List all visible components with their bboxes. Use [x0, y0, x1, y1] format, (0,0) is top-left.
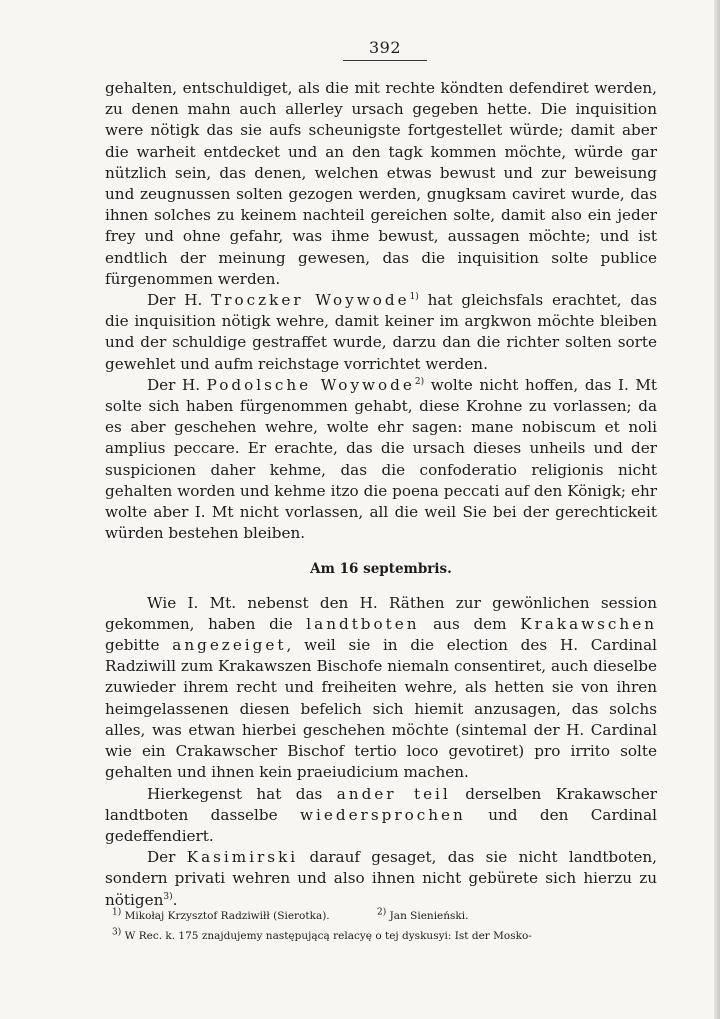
spaced-landtboten: landtboten — [306, 614, 420, 633]
footnote-2-wrap — [377, 906, 468, 926]
spaced-ander-teil: ander teil — [336, 784, 451, 803]
footnote-1-mark: 1) — [112, 907, 122, 918]
p6-prefix: Der — [147, 848, 187, 867]
paragraph-1: gehalten, entschuldiget, als die mit rechte köndten defendiret werden, zu denen mahn auch allerley ursach gegeben hette. Die inquisition were nötigk das sie aufs scheunigste fortgestellet würde; damit aber die warheit entdecket und an den tagk kommen möchte, würde gar nützlich sein, das denen, welchen etwas bewust und zur beweisung und zeugnussen solten gezogen werden, gnugksam caviret wurde, das ihnen solches zu keinem nachteil gereichen solte, damit also ein jeder frey und ohne gefahr, was ihme bewust, aussagen möchte; und ist endtlich der meinung gewesen, das die inquisition solte publice fürgenommen werden. — [105, 79, 657, 288]
footnote-3-mark: 3) — [112, 927, 122, 938]
p4-text-1: Wie I. Mt. nebenst den H. Räthen zur gewönlichen session gekommen, haben die — [105, 593, 657, 633]
footnote-line-2 — [112, 926, 657, 946]
footnote-2-mark: 2) — [377, 907, 387, 918]
footnote-3: W Rec. k. 175 znajdujemy następującą relacyę o tej dyskusyi: Ist der Mosko- — [124, 930, 532, 942]
footnote-ref-3: 3) — [163, 891, 173, 902]
spaced-wiedersprochen: wiedersprochen — [300, 805, 466, 824]
p6-text: darauf gesaget, das sie nicht landtboten, sondern privati wehren und also ihnen nicht gebürete sich hierzu zu nötigen — [105, 848, 657, 909]
page-edge-shadow — [714, 0, 720, 1019]
spaced-name-troczker: Troczker Woywode — [211, 291, 410, 310]
paragraph-5 — [105, 784, 657, 848]
p5-text-3: und den Cardinal gedeffendiert. — [105, 805, 657, 845]
page-number: 392 — [368, 38, 402, 57]
footnote-ref-2: 2) — [414, 376, 425, 387]
main-text — [105, 78, 657, 911]
p4-text-2: aus dem — [419, 614, 521, 633]
paragraph-3 — [105, 375, 657, 545]
spaced-name-podolsche: Podolsche Woywode — [206, 375, 415, 394]
p2-prefix: Der H. — [147, 291, 212, 310]
page-number-rule — [343, 60, 427, 61]
paragraph-2 — [105, 290, 657, 375]
paragraph-4 — [105, 593, 657, 784]
p5-text-1: Hierkegenst hat das — [147, 784, 337, 803]
p4-text-4: , weil sie in die election des H. Cardinal Radziwill zum Krakawszen Bischofe niemaln consentiret, auch dieselbe zuwieder ihrem recht und freiheiten wehre, als hetten sie von ihren heimgelassenen diesen befelich sich hiemit anzusagen, das solchs alles, was etwan hierbei geschehen möchte (sintemal der H. Cardinal wie ein Crakawscher Bischof tertio loco gevotiret) pro irrito solte gehalten und ihnen kein praeiudicium machen. — [105, 636, 658, 782]
footnote-1: Mikołaj Krzysztof Radziwiłł (Sierotka). — [124, 910, 330, 922]
p6-end: . — [172, 890, 178, 909]
footnote-2: Jan Sienieński. — [389, 910, 469, 922]
p4-text-3: gebitte — [105, 636, 173, 655]
p3-text: wolte nicht hoffen, das I. Mt solte sich haben fürgenommen gehabt, diese Krohne zu vorlassen; da es aber geschehen wehre, wolte ehr sagen: mane nobiscum et noli amplius peccare. Er erachte, das die ursach dieses unheils und der suspicionen daher kehme, das die confoderatio religionis nicht gehalten worden und kehme itzo die poena peccati auf den Königk; ehr wolte aber I. Mt nicht vorlassen, all die weil Sie bei der gerechtickeit würden bestehen bleiben. — [105, 375, 657, 543]
section-heading: Am 16 septembris. — [310, 561, 452, 578]
footnote-line-1 — [112, 906, 657, 926]
spaced-angezeiget: angezeiget — [172, 636, 287, 655]
p3-prefix: Der H. — [147, 375, 207, 394]
spaced-kasimirski: Kasimirski — [186, 848, 299, 867]
footnote-ref-1: 1) — [409, 291, 419, 302]
p5-text-2: derselben Krakawscher landtboten dasselbe — [105, 784, 657, 824]
spaced-krakawschen: Krakawschen — [520, 614, 657, 633]
footnotes — [112, 906, 657, 946]
paragraph-6 — [105, 847, 657, 911]
p2-text: hat gleichsfals erachtet, das die inquisition nötigk wehre, damit keiner im argkwon möchte bleiben und der schuldige gestraffet wurde, darzu dan die richter solten sorte gewehlet und aufm reichstage vorrichtet werden. — [105, 291, 658, 373]
